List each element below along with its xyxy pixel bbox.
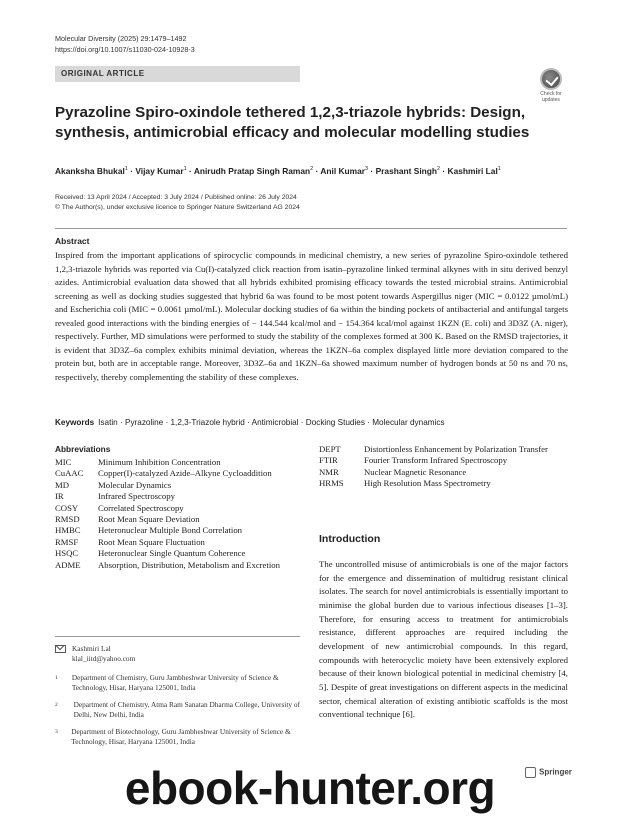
abbreviation-row	[55, 537, 290, 548]
abbreviation-row	[55, 514, 290, 525]
abbr-term: NMR	[319, 466, 339, 477]
abbr-term: RMSF	[55, 536, 79, 547]
abbr-term: HSQC	[55, 548, 79, 559]
author-name[interactable]: Anirudh Pratap Singh Raman	[193, 166, 311, 176]
affiliation-text: Department of Chemistry, Atma Ram Sanatan Dharma College, University of Delhi, New Delhi, India	[73, 700, 300, 719]
author-affiliation-mark: 1	[124, 166, 128, 173]
abbr-term: IR	[55, 491, 64, 502]
abbr-term: HMBC	[55, 525, 81, 536]
abbr-definition: Heteronuclear Single Quantum Coherence	[98, 548, 246, 559]
check-updates-icon	[540, 68, 562, 90]
abbr-definition: Distortionless Enhancement by Polarization Transfer	[364, 444, 548, 454]
introduction-heading: Introduction	[319, 533, 381, 545]
abbr-term: ADME	[55, 559, 81, 570]
abbreviations-list-right	[319, 444, 569, 490]
contact-email[interactable]: klal_iitd@yahoo.com	[72, 654, 136, 663]
author-affiliation-mark: 2	[310, 166, 314, 173]
affiliation	[55, 673, 305, 693]
abbr-term: DEPT	[319, 444, 341, 454]
author-affiliation-mark: 3	[365, 166, 369, 173]
abbr-term: MD	[55, 479, 69, 490]
abbr-definition: Fourier Transform Infrared Spectroscopy	[364, 455, 508, 466]
dates-line: Received: 13 April 2024 / Accepted: 3 July 2024 / Published online: 26 July 2024	[55, 194, 297, 201]
abbreviation-row	[55, 491, 290, 502]
affiliation-text: Department of Biotechnology, Guru Jambheshwar University of Science & Technology, Hisar, Haryana 125001, India	[71, 727, 291, 746]
abbr-definition: Minimum Inhibition Concentration	[98, 457, 221, 467]
abbreviation-row	[55, 503, 290, 514]
check-updates-label: Check for updates	[540, 91, 562, 103]
doi-link[interactable]: https://doi.org/10.1007/s11030-024-10928-3	[55, 45, 195, 54]
abbreviation-row	[319, 467, 569, 478]
abbreviation-row	[55, 457, 290, 468]
abbreviations-list-left	[55, 457, 290, 571]
abbr-definition: Absorption, Distribution, Metabolism and Excretion	[98, 559, 280, 570]
corresponding-author	[55, 644, 135, 664]
keywords-text: Isatin · Pyrazoline · 1,2,3-Triazole hybrid · Antimicrobial · Docking Studies · Molecular dynamics	[98, 418, 445, 427]
abbr-definition: Molecular Dynamics	[98, 479, 172, 490]
watermark: ebook-hunter.org	[124, 762, 496, 814]
abstract-text: Inspired from the important applications of spirocyclic compounds in medicinal chemistry, a new series of pyrazoline Spiro-oxindole tethered 1,2,3-triazole hybrids was reported via Cu(I)-catalyzed click reaction from isatin–pyrazoline linked terminal alkynes with in situ derived benzyl azides. Antimicrobial evaluation data showed that all hybrids exhibited promising efficacy towards the tested microbial strains. Antimicrobial screening as well as docking studies suggested that hybrid 6a was found to be most potent towards Aspergillus niger (MIC = 0.0122 µmol/mL) and Escherichia coli (MIC = 0.0061 µmol/mL). Molecular docking studies of 6a within the binding pockets of antibacterial and antifungal targets revealed good interactions with the binding energies of − 144.544 kcal/mol and − 154.364 kcal/mol against 1KZN (E. coli) and 3D3Z (A. niger), respectively. Further, MD simulations were performed to study the stability of the complexes formed at 300 K. Based on the RMSD trajectories, it is evident that 3D3Z–6a complex exhibits minimal deviation, whereas the 1KZN–6a complex displayed little more deviation compared to the protein but, both are in acceptable range. Moreover, 3D3Z–6a and 1KZN–6a showed maximum number of hydrogen bonds at 50 ns and 70 ns, respectively, thereby complementing the stability of these complexes.	[55, 250, 568, 382]
author-name[interactable]: Anil Kumar	[320, 166, 366, 176]
abbr-term: RMSD	[55, 514, 80, 525]
journal-line: Molecular Diversity (2025) 29:1479–1492	[55, 34, 187, 43]
affiliation-number: 1	[55, 675, 58, 681]
author-affiliation-mark: 2	[437, 166, 441, 173]
abbr-definition: Root Mean Square Fluctuation	[98, 536, 205, 547]
author-affiliation-mark: 1	[183, 166, 187, 173]
article-type-badge: ORIGINAL ARTICLE	[55, 66, 300, 82]
abstract-heading: Abstract	[55, 236, 90, 246]
author-affiliation-mark: 1	[497, 166, 501, 173]
abbr-term: HRMS	[319, 478, 344, 489]
abbreviations-heading: Abbreviations	[55, 444, 111, 454]
publisher-name: Springer	[539, 767, 572, 777]
abbreviation-row	[55, 525, 290, 536]
abbreviation-row	[55, 480, 290, 491]
publication-dates	[55, 193, 300, 213]
abbreviation-row	[55, 548, 290, 559]
abbr-term: COSY	[55, 502, 79, 513]
abbreviation-row	[319, 455, 569, 466]
affiliation	[55, 700, 305, 720]
abbr-definition: Infrared Spectroscopy	[98, 491, 175, 502]
keywords-label: Keywords	[55, 418, 95, 427]
envelope-icon	[55, 645, 66, 653]
abbr-definition: Root Mean Square Deviation	[98, 514, 200, 525]
abbr-definition: High Resolution Mass Spectrometry	[364, 478, 491, 489]
divider	[55, 228, 567, 229]
paper-title: Pyrazoline Spiro-oxindole tethered 1,2,3-triazole hybrids: Design, synthesis, antimicrobial efficacy and molecular modelling studies	[55, 104, 530, 141]
abbr-definition: Correlated Spectroscopy	[98, 502, 184, 513]
abbreviation-row	[55, 560, 290, 571]
abbreviation-row	[319, 478, 569, 489]
author-name[interactable]: Akanksha Bhukal	[55, 166, 125, 176]
author-list: Akanksha Bhukal$^1$ · Vijay Kumar$^1$ · Anirudh Pratap Singh Raman$^2$ · Anil Kumar$^3$ · Prashant Singh$^2$ · Kashmiri Lal$^1$	[55, 166, 501, 176]
author-name[interactable]: Kashmiri Lal	[447, 166, 498, 176]
introduction-text: The uncontrolled misuse of antimicrobials is one of the major factors for the emergence and dissemination of multidrug resistant clinical isolates. The search for novel antimicrobials is essentially important to minimise the global burden due to various infectious diseases [1–3]. Therefore, for ensuring access to treatment for antimicrobials resistance, different approaches are required including the development of new antimicrobial compounds. In this regard, compounds with heterocyclic moiety have been extensively explored because of their known biological potential in medicinal chemistry [4, 5]. Despite of great investigations on different aspects in the medicinal sector, chemical alteration of existing antibiotic scaffolds is the most conventional technique [6].	[319, 559, 568, 720]
author-name[interactable]: Vijay Kumar	[135, 166, 184, 176]
affiliation-text: Department of Chemistry, Guru Jambheshwar University of Science & Technology, Hisar, Haryana 125001, India	[71, 673, 279, 692]
abbreviation-row	[319, 444, 569, 455]
journal-citation	[55, 33, 195, 55]
author-name[interactable]: Prashant Singh	[375, 166, 437, 176]
abbr-term: FTIR	[319, 455, 338, 466]
affiliation-number: 3	[55, 729, 58, 735]
affiliation	[55, 727, 305, 747]
abbr-definition: Copper(I)-catalyzed Azide–Alkyne Cycloaddition	[98, 468, 272, 479]
abbr-term: MIC	[55, 457, 72, 467]
contact-name: Kashmiri Lal	[72, 644, 111, 653]
abbr-definition: Heteronuclear Multiple Bond Correlation	[98, 525, 243, 536]
copyright-line: © The Author(s), under exclusive licence to Springer Nature Switzerland AG 2024	[55, 204, 300, 211]
keywords	[55, 418, 568, 427]
abbr-definition: Nuclear Magnetic Resonance	[364, 466, 467, 477]
footnote-divider	[55, 636, 300, 637]
abbr-term: CuAAC	[55, 468, 84, 479]
affiliation-number: 2	[55, 702, 58, 708]
abbreviation-row	[55, 468, 290, 479]
check-for-updates-button[interactable]	[535, 68, 567, 103]
